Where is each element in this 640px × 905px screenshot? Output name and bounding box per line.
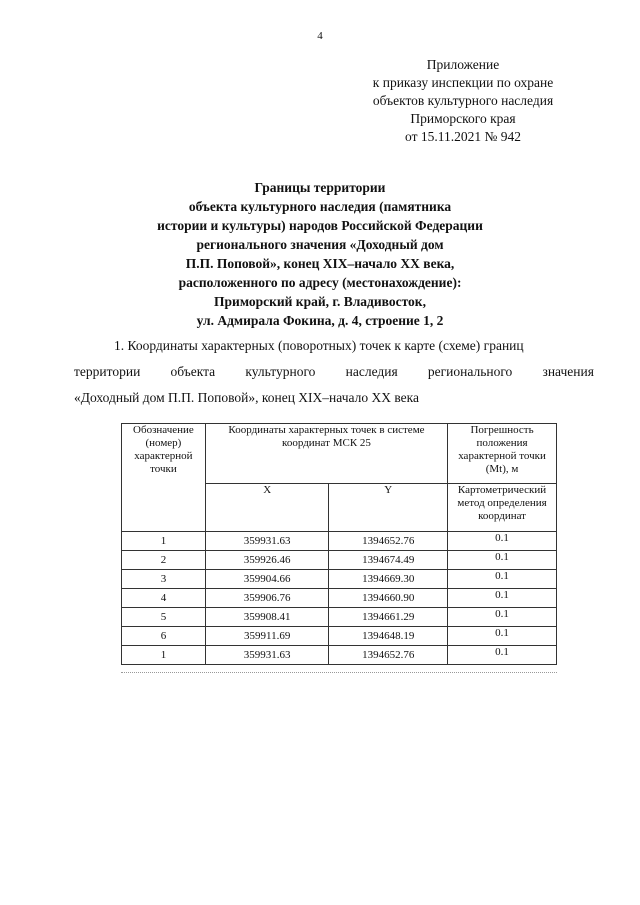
cell-error: 0.1 [448,646,557,665]
cell-y: 1394652.76 [329,646,448,665]
intro-word: значения [542,364,594,379]
cell-x: 359926.46 [205,551,329,570]
table-row [122,589,557,608]
cell-error: 0.1 [448,608,557,627]
scan-artifact-line [121,672,557,673]
cell-error: 0.1 [448,570,557,589]
cell-y: 1394674.49 [329,551,448,570]
title-line: истории и культуры) народов Российской Федерации [157,218,483,233]
cell-point: 3 [122,570,206,589]
cell-x: 359931.63 [205,646,329,665]
cell-point: 6 [122,627,206,646]
header-error: Погрешность положения характерной точки (Mt), м [448,424,557,484]
table-row [122,551,557,570]
cell-x: 359908.41 [205,608,329,627]
intro-word: объекта [170,364,216,379]
cell-x: 359931.63 [205,532,329,551]
cell-error: 0.1 [448,589,557,608]
title-line: объекта культурного наследия (памятника [188,199,452,214]
title-line: регионального значения «Доходный дом [196,237,444,252]
intro-word: наследия [345,364,398,379]
cell-error: 0.1 [448,551,557,570]
intro-word: регионального [427,364,513,379]
appendix-line: Приложение [426,57,500,72]
header-point-number: Обозначение (номер) характерной точки [122,424,206,532]
title-line: Границы территории [254,180,386,195]
cell-point: 5 [122,608,206,627]
title-line: ул. Адмирала Фокина, д. 4, строение 1, 2 [196,313,444,328]
title-line: расположенного по адресу (местонахождение): [178,275,462,290]
appendix-line: от 15.11.2021 № 942 [405,129,521,144]
cell-error: 0.1 [448,627,557,646]
appendix-line: к приказу инспекции по охране [372,75,554,90]
header-y: Y [329,484,448,532]
title-line: Приморский край, г. Владивосток, [214,294,426,309]
cell-y: 1394648.19 [329,627,448,646]
table-row [122,627,557,646]
intro-word: территории [74,364,141,379]
intro-line-justified [74,359,594,385]
appendix-block [338,56,588,146]
cell-x: 359904.66 [205,570,329,589]
cell-point: 1 [122,646,206,665]
cell-y: 1394652.76 [329,532,448,551]
intro-line: «Доходный дом П.П. Поповой», конец XIX–начало XX века [74,390,419,405]
cell-y: 1394669.30 [329,570,448,589]
appendix-line: Приморского края [410,111,516,126]
cell-point: 1 [122,532,206,551]
table-row [122,570,557,589]
appendix-line: объектов культурного наследия [372,93,554,108]
coordinates-table [121,423,557,665]
title-line: П.П. Поповой», конец XIX–начало XX века, [185,256,455,271]
table-row [122,646,557,665]
page-number: 4 [317,30,323,42]
document-title [100,178,540,330]
table-row [122,608,557,627]
cell-x: 359911.69 [205,627,329,646]
cell-point: 2 [122,551,206,570]
intro-word: культурного [245,364,316,379]
cell-y: 1394661.29 [329,608,448,627]
cell-point: 4 [122,589,206,608]
table-row [122,532,557,551]
cell-y: 1394660.90 [329,589,448,608]
intro-line: 1. Координаты характерных (поворотных) точек к карте (схеме) границ [114,338,524,353]
header-method: Картометрический метод определения координат [448,484,557,532]
cell-x: 359906.76 [205,589,329,608]
intro-paragraph [74,333,594,411]
header-x: X [205,484,329,532]
cell-error: 0.1 [448,532,557,551]
header-coordinates: Координаты характерных точек в системе координат МСК 25 [205,424,447,484]
